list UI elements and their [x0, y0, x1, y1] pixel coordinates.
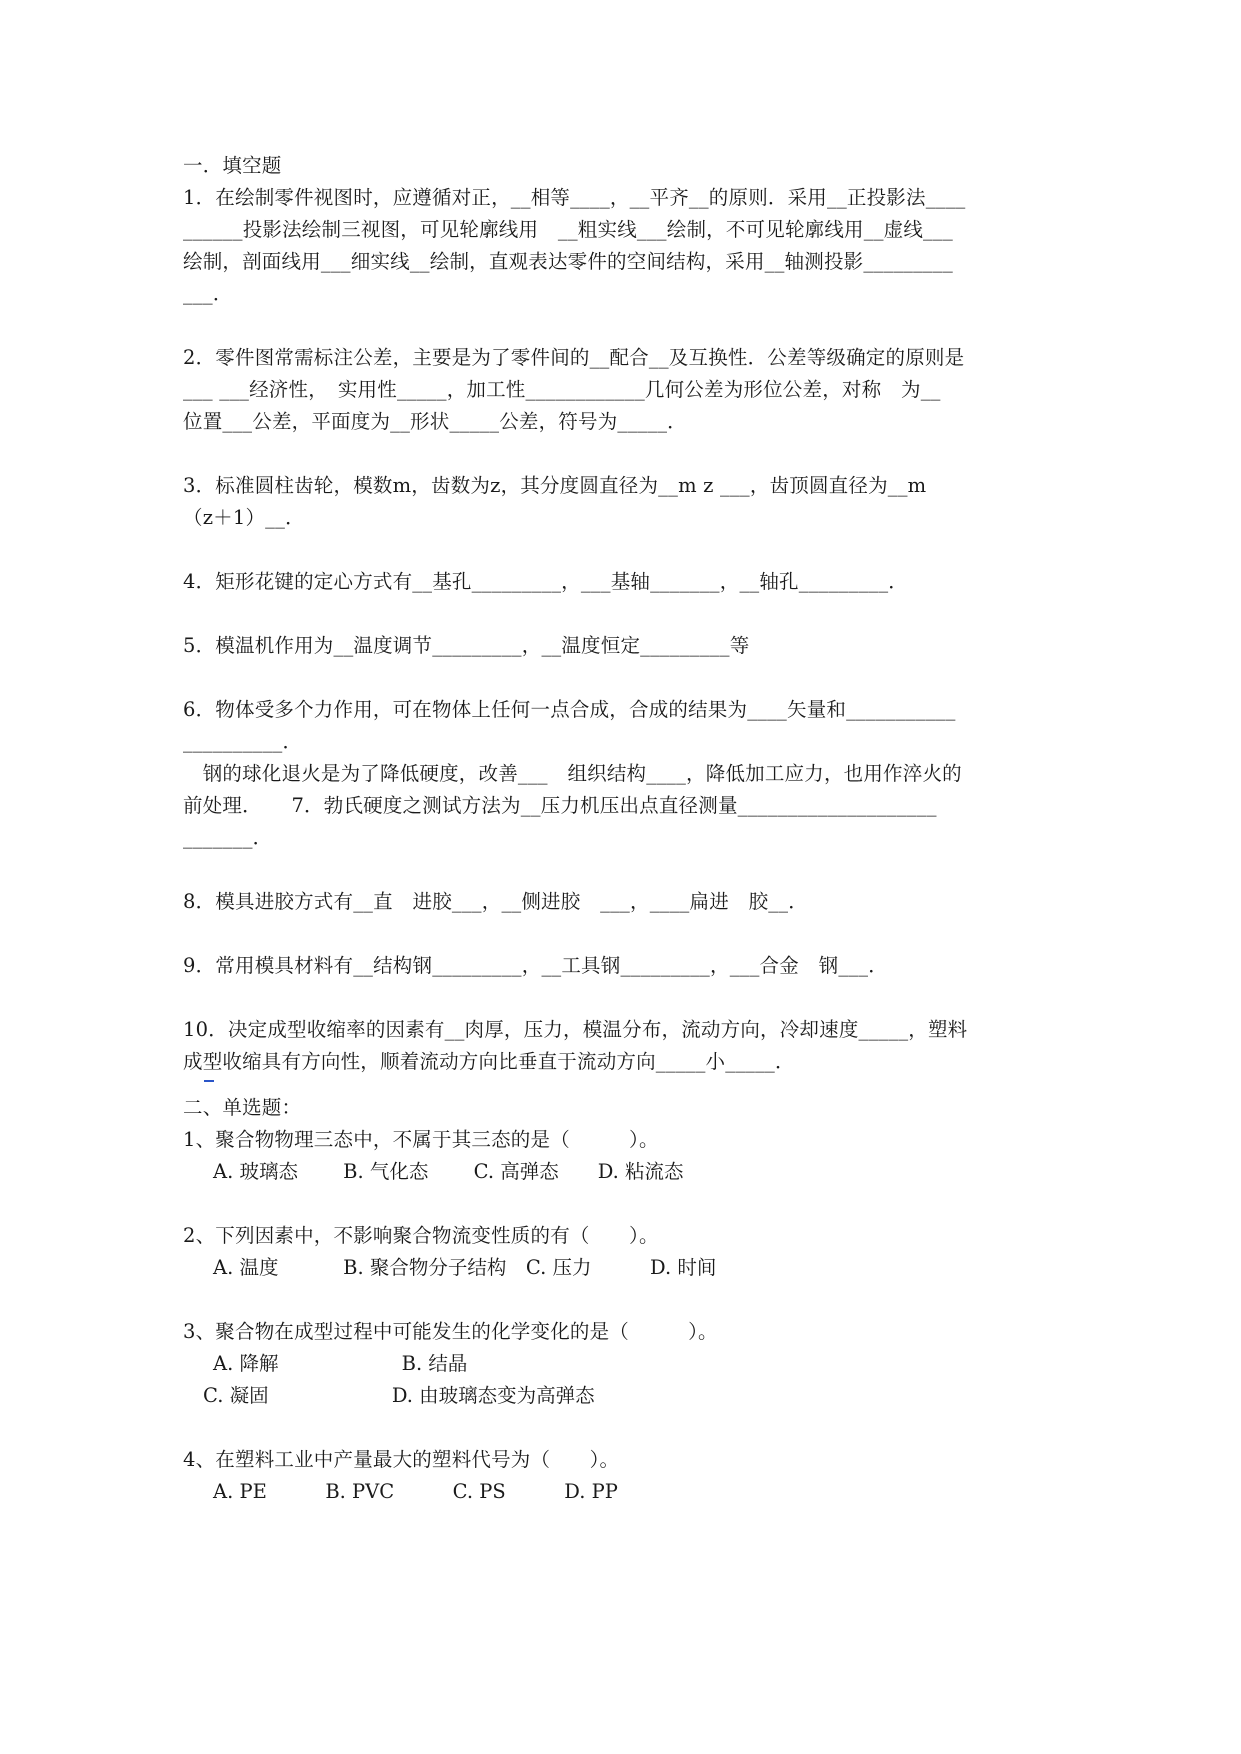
question-3-line: （z＋1）__． [183, 506, 305, 529]
spacer [183, 534, 1073, 566]
spacer [183, 1284, 1073, 1316]
spacer [183, 982, 1073, 1014]
spacer [183, 310, 1073, 342]
mc-question-4 [183, 1444, 1073, 1508]
spacer [183, 598, 1073, 630]
question-6-line: 钢的球化退火是为了降低硬度，改善___ 组织结构____，降低加工应力，也用作淬火的 [183, 762, 962, 785]
mc-question-text: 1、聚合物物理三态中，不属于其三态的是（ ）。 [183, 1128, 659, 1151]
spacer [183, 662, 1073, 694]
mc-options: A. 玻璃态 B. 气化态 C. 高弹态 D. 粘流态 [213, 1160, 684, 1183]
question-1-line: ___． [183, 282, 233, 305]
mc-question-text: 3、聚合物在成型过程中可能发生的化学变化的是（ ）。 [183, 1320, 718, 1343]
question-2-line: 位置___公差，平面度为__形状_____公差，符号为_____． [183, 410, 687, 433]
question-10 [183, 1014, 1073, 1078]
question-2-line: 2．零件图常需标注公差，主要是为了零件间的__配合__及互换性．公差等级确定的原则是 [183, 346, 965, 369]
question-9: 9．常用模具材料有__结构钢_________，__工具钢_________，___合金 钢___． [183, 954, 888, 977]
question-2-line: ___ ___经济性， 实用性_____，加工性____________几何公差为形位公差，对称 为__ [183, 378, 941, 401]
spacer [183, 1188, 1073, 1220]
question-6-line: __________． [183, 730, 303, 753]
spacer [183, 438, 1073, 470]
question-3-line: 3．标准圆柱齿轮，模数m，齿数为z，其分度圆直径为__m z ___，齿顶圆直径为__m [183, 474, 927, 497]
spacer [183, 1412, 1073, 1444]
document-page [183, 150, 1073, 1508]
mc-options: A. 降解 B. 结晶 [213, 1352, 468, 1375]
question-6-line: 6．物体受多个力作用，可在物体上任何一点合成，合成的结果为____矢量和___________ [183, 698, 956, 721]
question-1-line: 1．在绘制零件视图时，应遵循对正，__相等____，__平齐__的原则．采用__正投影法____ [183, 186, 966, 209]
question-10-line: 10．决定成型收缩率的因素有__肉厚，压力，模温分布，流动方向，冷却速度_____，塑料 [183, 1018, 968, 1041]
question-4: 4．矩形花键的定心方式有__基孔_________，___基轴_______，__轴孔_________． [183, 570, 909, 593]
question-1-line: 绘制，剖面线用___细实线__绘制，直观表达零件的空间结构，采用__轴测投影_________ [183, 250, 953, 273]
question-8: 8．模具进胶方式有__直 进胶___，__侧进胶 ___，____扁进 胶__． [183, 890, 808, 913]
question-1 [183, 182, 1073, 310]
spacer [183, 854, 1073, 886]
question-6-line: _______． [183, 826, 273, 849]
question-3 [183, 470, 1073, 534]
mc-question-3 [183, 1316, 1073, 1412]
section2-heading: 二、单选题： [183, 1096, 302, 1119]
cursor-mark [204, 1080, 214, 1082]
mc-question-text: 4、在塑料工业中产量最大的塑料代号为（ ）。 [183, 1448, 620, 1471]
question-5: 5．模温机作用为__温度调节_________，__温度恒定_________等 [183, 634, 750, 657]
mc-question-text: 2、下列因素中，不影响聚合物流变性质的有（ ）。 [183, 1224, 659, 1247]
section1-heading: 一．填空题 [183, 154, 282, 177]
question-2 [183, 342, 1073, 438]
question-10-line: 成型收缩具有方向性，顺着流动方向比垂直于流动方向_____小_____． [183, 1050, 795, 1073]
mc-options: A. 温度 B. 聚合物分子结构 C. 压力 D. 时间 [213, 1256, 717, 1279]
question-6-line: 前处理． 7．勃氏硬度之测试方法为__压力机压出点直径测量____________________ [183, 794, 937, 817]
spacer [183, 918, 1073, 950]
question-6 [183, 694, 1073, 854]
mc-options: C. 凝固 D. 由玻璃态变为高弹态 [203, 1384, 595, 1407]
mc-question-2 [183, 1220, 1073, 1284]
mc-options: A. PE B. PVC C. PS D. PP [213, 1480, 618, 1503]
question-1-line: ______投影法绘制三视图，可见轮廓线用 __粗实线___绘制，不可见轮廓线用__虚线___ [183, 218, 953, 241]
mc-question-1 [183, 1124, 1073, 1188]
